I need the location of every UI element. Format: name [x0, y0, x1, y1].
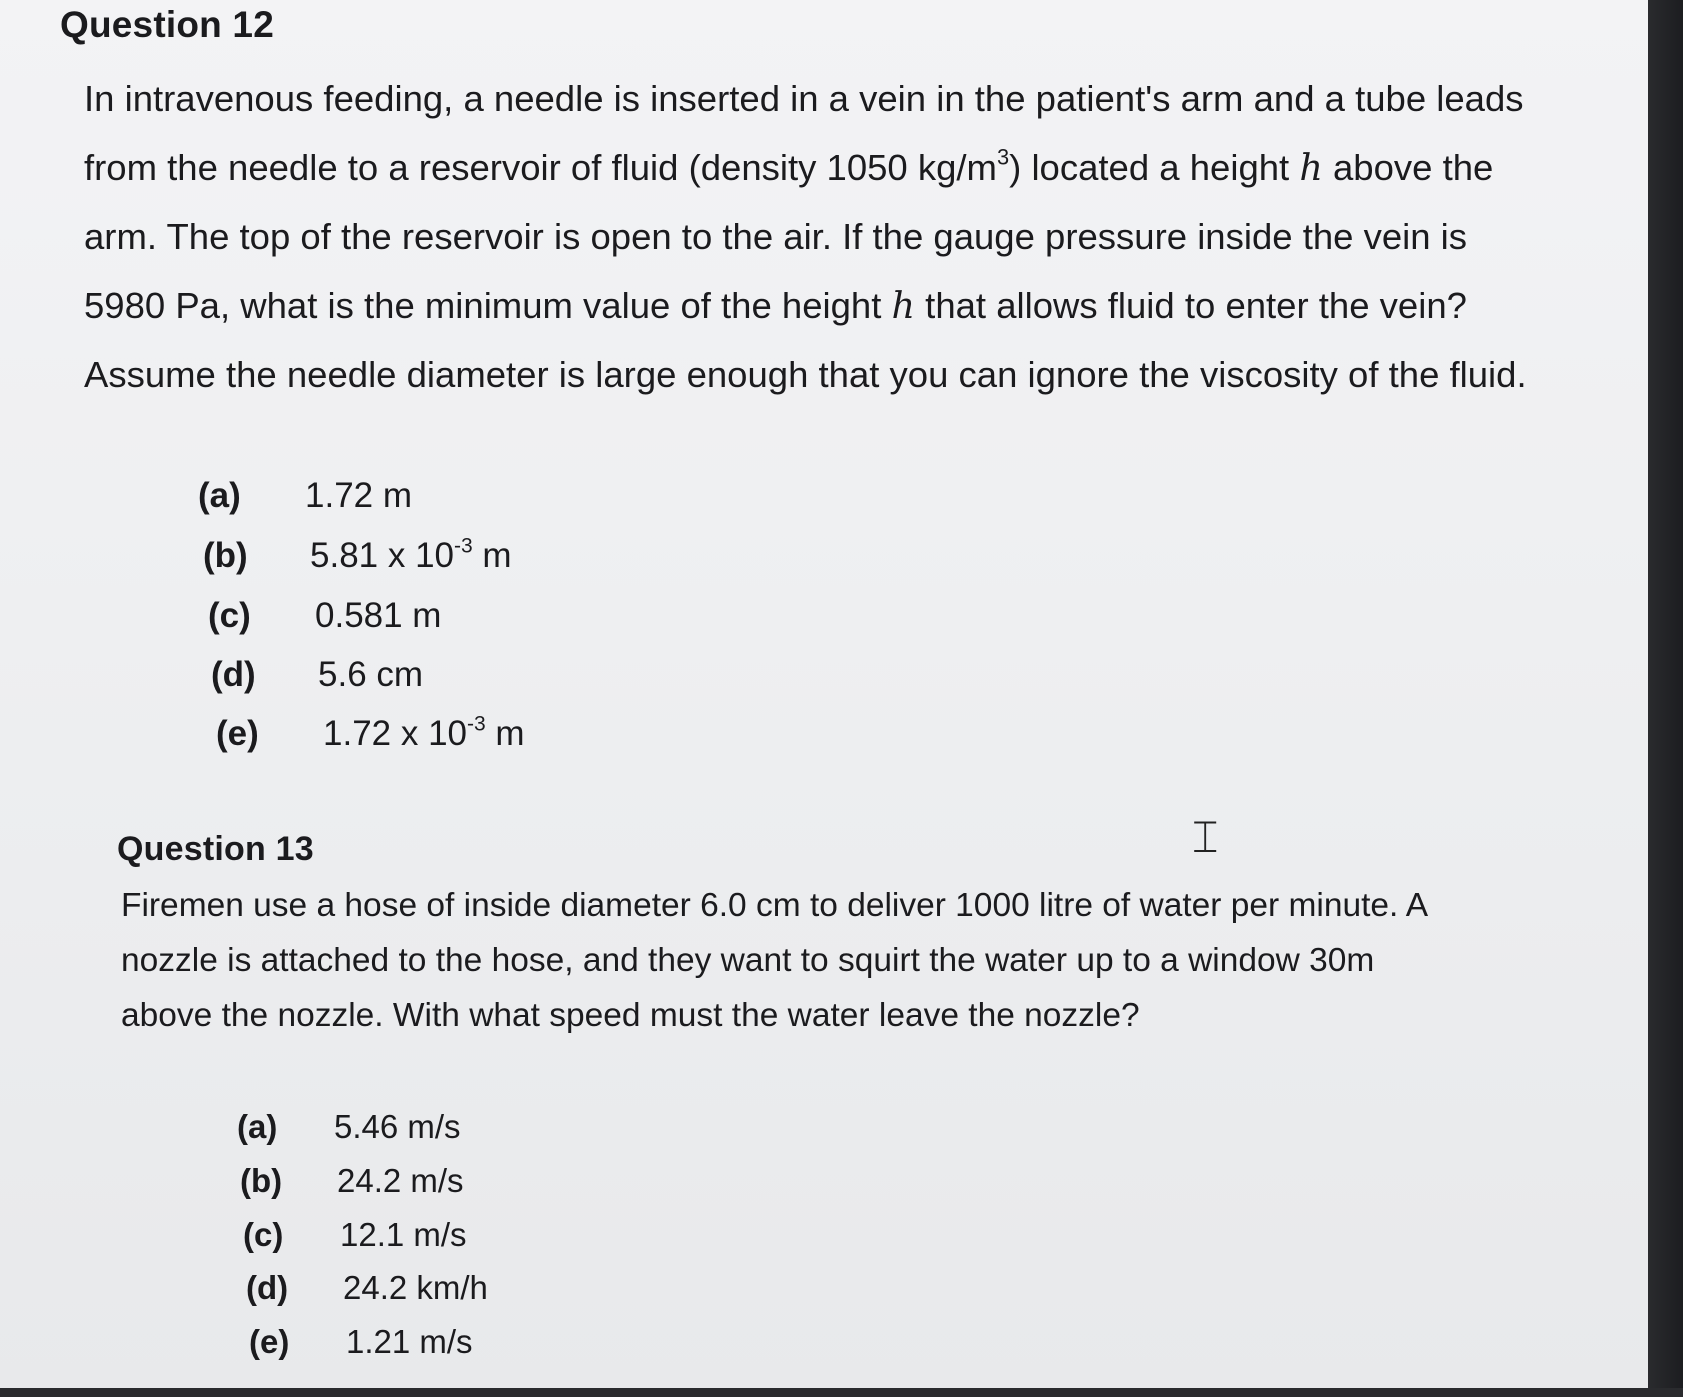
monitor-bezel: [1648, 0, 1683, 1397]
question-12-option-b[interactable]: (b) 5.81 x $10^{-3}$ m: [203, 534, 512, 575]
question-13-option-b[interactable]: (b) 24.2 m/s: [240, 1162, 464, 1199]
question-12-line-3: arm. The top of the reservoir is open to the air. If the gauge pressure inside the vein is: [84, 216, 1468, 257]
question-12-option-e[interactable]: (e) 1.72 x $10^{-3}$ m: [216, 712, 525, 753]
question-12-text: [84, 64, 1584, 409]
question-13-line-1: Firemen use a hose of inside diameter 6.0 cm to deliver 1000 litre of water per minute. A: [121, 887, 1429, 924]
monitor-bottom-edge: [0, 1388, 1683, 1397]
text-cursor-icon: ⌶: [1192, 812, 1219, 863]
question-13-title: Question 13: [117, 830, 314, 868]
question-12-line-2: from the needle to a reservoir of fluid (density 1050 $kg/m^3$) located a height h above the: [84, 144, 1494, 189]
question-13-option-e[interactable]: (e) 1.21 m/s: [249, 1323, 473, 1360]
question-12-line-5: Assume the needle diameter is large enough that you can ignore the viscosity of the fluid.: [84, 354, 1527, 395]
question-12-option-c[interactable]: (c) 0.581 m: [208, 596, 442, 635]
question-12-option-a[interactable]: (a) 1.72 m: [198, 476, 412, 515]
question-12-title: Question 12: [60, 4, 274, 45]
question-12-line-1: In intravenous feeding, a needle is inserted in a vein in the patient's arm and a tube leads: [84, 78, 1524, 119]
question-13-option-d[interactable]: (d) 24.2 km/h: [246, 1269, 488, 1306]
question-13-line-3: above the nozzle. With what speed must the water leave the nozzle?: [121, 997, 1140, 1034]
question-12-option-d[interactable]: (d) 5.6 cm: [211, 655, 424, 694]
question-13-text: [121, 878, 1571, 1043]
question-13-line-2: nozzle is attached to the hose, and they want to squirt the water up to a window 30m: [121, 942, 1375, 979]
question-12-line-4: 5980 Pa, what is the minimum value of the height h that allows fluid to enter the vein?: [84, 284, 1467, 327]
question-13-option-c[interactable]: (c) 12.1 m/s: [243, 1216, 467, 1253]
question-13-option-a[interactable]: (a) 5.46 m/s: [237, 1108, 461, 1145]
